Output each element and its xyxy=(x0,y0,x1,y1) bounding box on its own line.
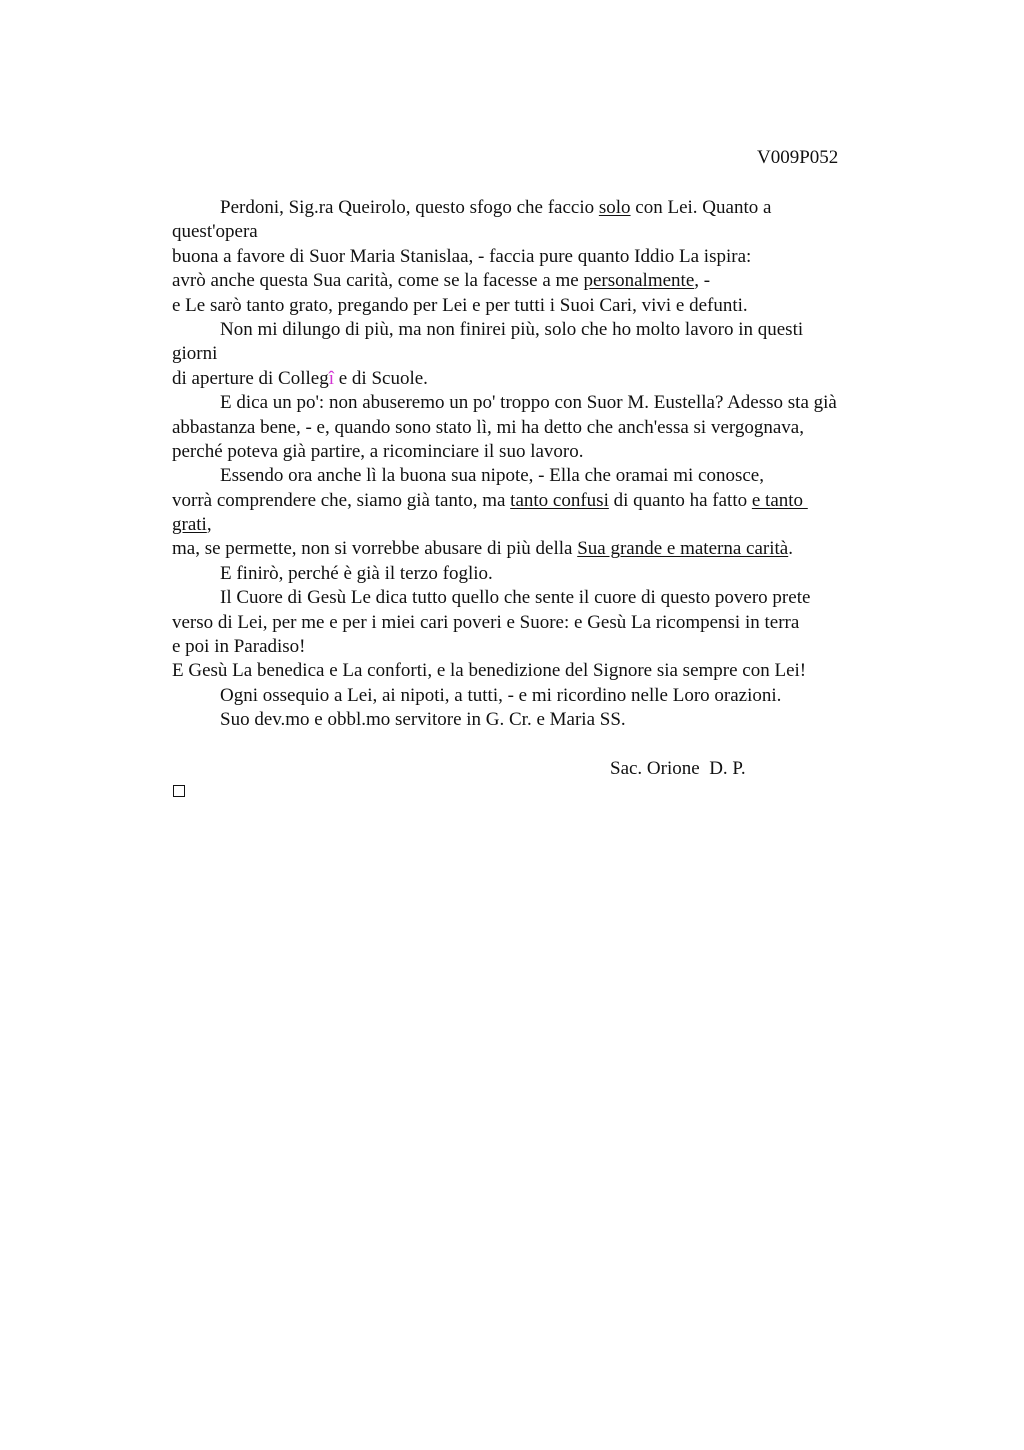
letter-line-19: e poi in Paradiso! xyxy=(172,636,306,658)
letter-body xyxy=(172,196,902,781)
underlined-text: solo xyxy=(598,197,631,218)
letter-line-6: Non mi dilungo di più, ma non finirei più, solo che ho molto lavoro in questi xyxy=(220,318,804,340)
letter-line-3: buona a favore di Suor Maria Stanislaa, - faccia pure quanto Iddio La ispira: xyxy=(172,245,752,267)
blank-line xyxy=(172,733,902,757)
letter-line-13 xyxy=(172,489,902,513)
letter-text: Perdoni, Sig.ra Queirolo, questo sfogo che faccio xyxy=(220,197,599,218)
document-reference-code: V009P052 xyxy=(757,147,839,168)
letter-line-5: e Le sarò tanto grato, pregando per Lei e per tutti i Suoi Cari, vivi e defunti. xyxy=(172,294,748,316)
letter-line-4 xyxy=(172,269,902,293)
letter-line-9: E dica un po': non abuseremo un po' troppo con Suor M. Eustella? Adesso sta già xyxy=(220,392,837,414)
letter-line-17: Il Cuore di Gesù Le dica tutto quello che sente il cuore di questo povero prete xyxy=(220,587,811,609)
signature: Sac. Orione D. P. xyxy=(610,757,746,779)
underlined-text: tanto confusi xyxy=(510,489,609,511)
letter-text: vorrà comprendere che, siamo già tanto, ma xyxy=(172,489,511,511)
letter-line-14 xyxy=(172,513,902,537)
letter-line-7: giorni xyxy=(172,343,218,365)
letter-text: e di Scuole. xyxy=(334,367,428,389)
underlined-text: e tanto xyxy=(751,489,808,511)
empty-square-icon xyxy=(173,785,185,797)
letter-text: ma, se permette, non si vorrebbe abusare di più della xyxy=(172,538,578,560)
letter-line-1 xyxy=(172,196,902,220)
highlighted-character: î xyxy=(328,367,334,389)
letter-line-2: quest'opera xyxy=(172,221,258,243)
letter-text: . xyxy=(788,538,793,560)
underlined-text: Sua grande e materna carità xyxy=(577,538,789,560)
letter-text: con Lei. Quanto a xyxy=(630,197,772,218)
letter-text: di aperture di Colleg xyxy=(172,367,329,389)
letter-line-21: Ogni ossequio a Lei, ai nipoti, a tutti, - e mi ricordino nelle Loro orazioni. xyxy=(220,684,782,706)
underlined-text: personalmente xyxy=(583,270,695,292)
letter-line-18: verso di Lei, per me e per i miei cari poveri e Suore: e Gesù La ricompensi in terra xyxy=(172,611,800,633)
letter-line-16: E finirò, perché è già il terzo foglio. xyxy=(220,562,493,584)
letter-text: di quanto ha fatto xyxy=(608,489,752,511)
letter-line-11: perché poteva già partire, a ricominciare il suo lavoro. xyxy=(172,440,584,462)
underlined-text: grati xyxy=(172,514,207,536)
letter-text: avrò anche questa Sua carità, come se la facesse a me xyxy=(172,270,584,292)
letter-text: , - xyxy=(694,270,711,292)
letter-line-22: Suo dev.mo e obbl.mo servitore in G. Cr. e Maria SS. xyxy=(220,709,626,731)
letter-line-20: E Gesù La benedica e La conforti, e la benedizione del Signore sia sempre con Lei! xyxy=(172,660,807,682)
letter-text: , xyxy=(206,514,212,536)
letter-line-8 xyxy=(172,367,902,391)
letter-line-12: Essendo ora anche lì la buona sua nipote, - Ella che oramai mi conosce, xyxy=(220,465,764,487)
letter-line-10: abbastanza bene, - e, quando sono stato lì, mi ha detto che anch'essa si vergognava, xyxy=(172,416,804,438)
letter-line-15 xyxy=(172,537,902,561)
